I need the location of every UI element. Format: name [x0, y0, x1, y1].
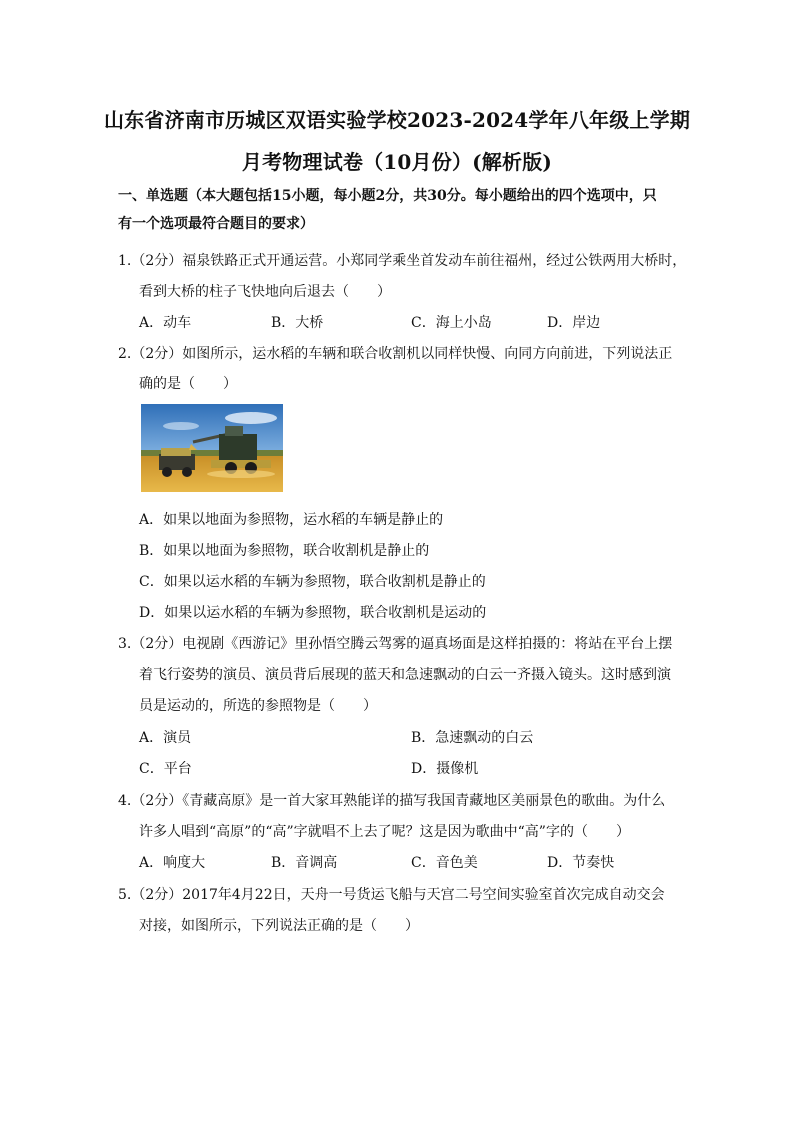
question-1-option-a: A．动车 [139, 315, 192, 331]
question-1-option-b: B．大桥 [271, 315, 324, 331]
question-3-option-b: B．急速飘动的白云 [411, 730, 534, 746]
question-4-line1: 4.（2分）《青藏高原》是一首大家耳熟能详的描写我国青藏地区美丽景色的歌曲。为什么 [118, 793, 666, 809]
question-4-line2: 许多人唱到“高原”的“高”字就唱不上去了呢？这是因为歌曲中“高”字的（ ） [139, 824, 630, 840]
question-3-option-d: D．摄像机 [411, 761, 479, 777]
section-heading-line2: 有一个选项最符合题目的要求） [118, 216, 314, 232]
question-1-line2: 看到大桥的柱子飞快地向后退去（ ） [139, 284, 391, 300]
question-2-option-a: A．如果以地面为参照物，运水稻的车辆是静止的 [139, 512, 444, 528]
question-1-option-d: D．岸边 [547, 315, 601, 331]
question-3-line3: 员是运动的，所选的参照物是（ ） [139, 698, 377, 714]
section-heading-line1: 一、单选题（本大题包括15小题，每小题2分，共30分。每小题给出的四个选项中，只 [118, 188, 657, 204]
exam-title-line1: 山东省济南市历城区双语实验学校2023-2024学年八年级上学期 [103, 108, 691, 132]
harvest-photo [141, 404, 283, 492]
question-3-line2: 着飞行姿势的演员、演员背后展现的蓝天和急速飘动的白云一齐摄入镜头。这时感到演 [139, 667, 671, 683]
question-4-option-b: B．音调高 [271, 855, 338, 871]
question-4-option-c: C．音色美 [411, 855, 478, 871]
question-2-line1: 2.（2分）如图所示，运水稻的车辆和联合收割机以同样快慢、向同方向前进，下列说法正 [118, 346, 673, 362]
question-2-option-c: C．如果以运水稻的车辆为参照物，联合收割机是静止的 [139, 574, 486, 590]
question-5-line2: 对接，如图所示，下列说法正确的是（ ） [139, 918, 419, 934]
question-3-option-a: A．演员 [139, 730, 192, 746]
question-1-option-c: C．海上小岛 [411, 315, 492, 331]
question-4-option-d: D．节奏快 [547, 855, 615, 871]
question-1-line1: 1.（2分）福泉铁路正式开通运营。小郑同学乘坐首发动车前往福州，经过公铁两用大桥时， [118, 253, 687, 269]
question-2-option-d: D．如果以运水稻的车辆为参照物，联合收割机是运动的 [139, 605, 487, 621]
exam-title-line2: 月考物理试卷（10月份）(解析版) [241, 150, 553, 174]
question-5-line1: 5.（2分）2017年4月22日，天舟一号货运飞船与天宫二号空间实验室首次完成自动交会 [118, 887, 665, 903]
question-3-option-c: C．平台 [139, 761, 192, 777]
question-4-option-a: A．响度大 [139, 855, 206, 871]
question-2-option-b: B．如果以地面为参照物，联合收割机是静止的 [139, 543, 430, 559]
question-3-line1: 3.（2分）电视剧《西游记》里孙悟空腾云驾雾的逼真场面是这样拍摄的：将站在平台上摆 [118, 636, 673, 652]
question-2-line2: 确的是（ ） [139, 376, 237, 392]
